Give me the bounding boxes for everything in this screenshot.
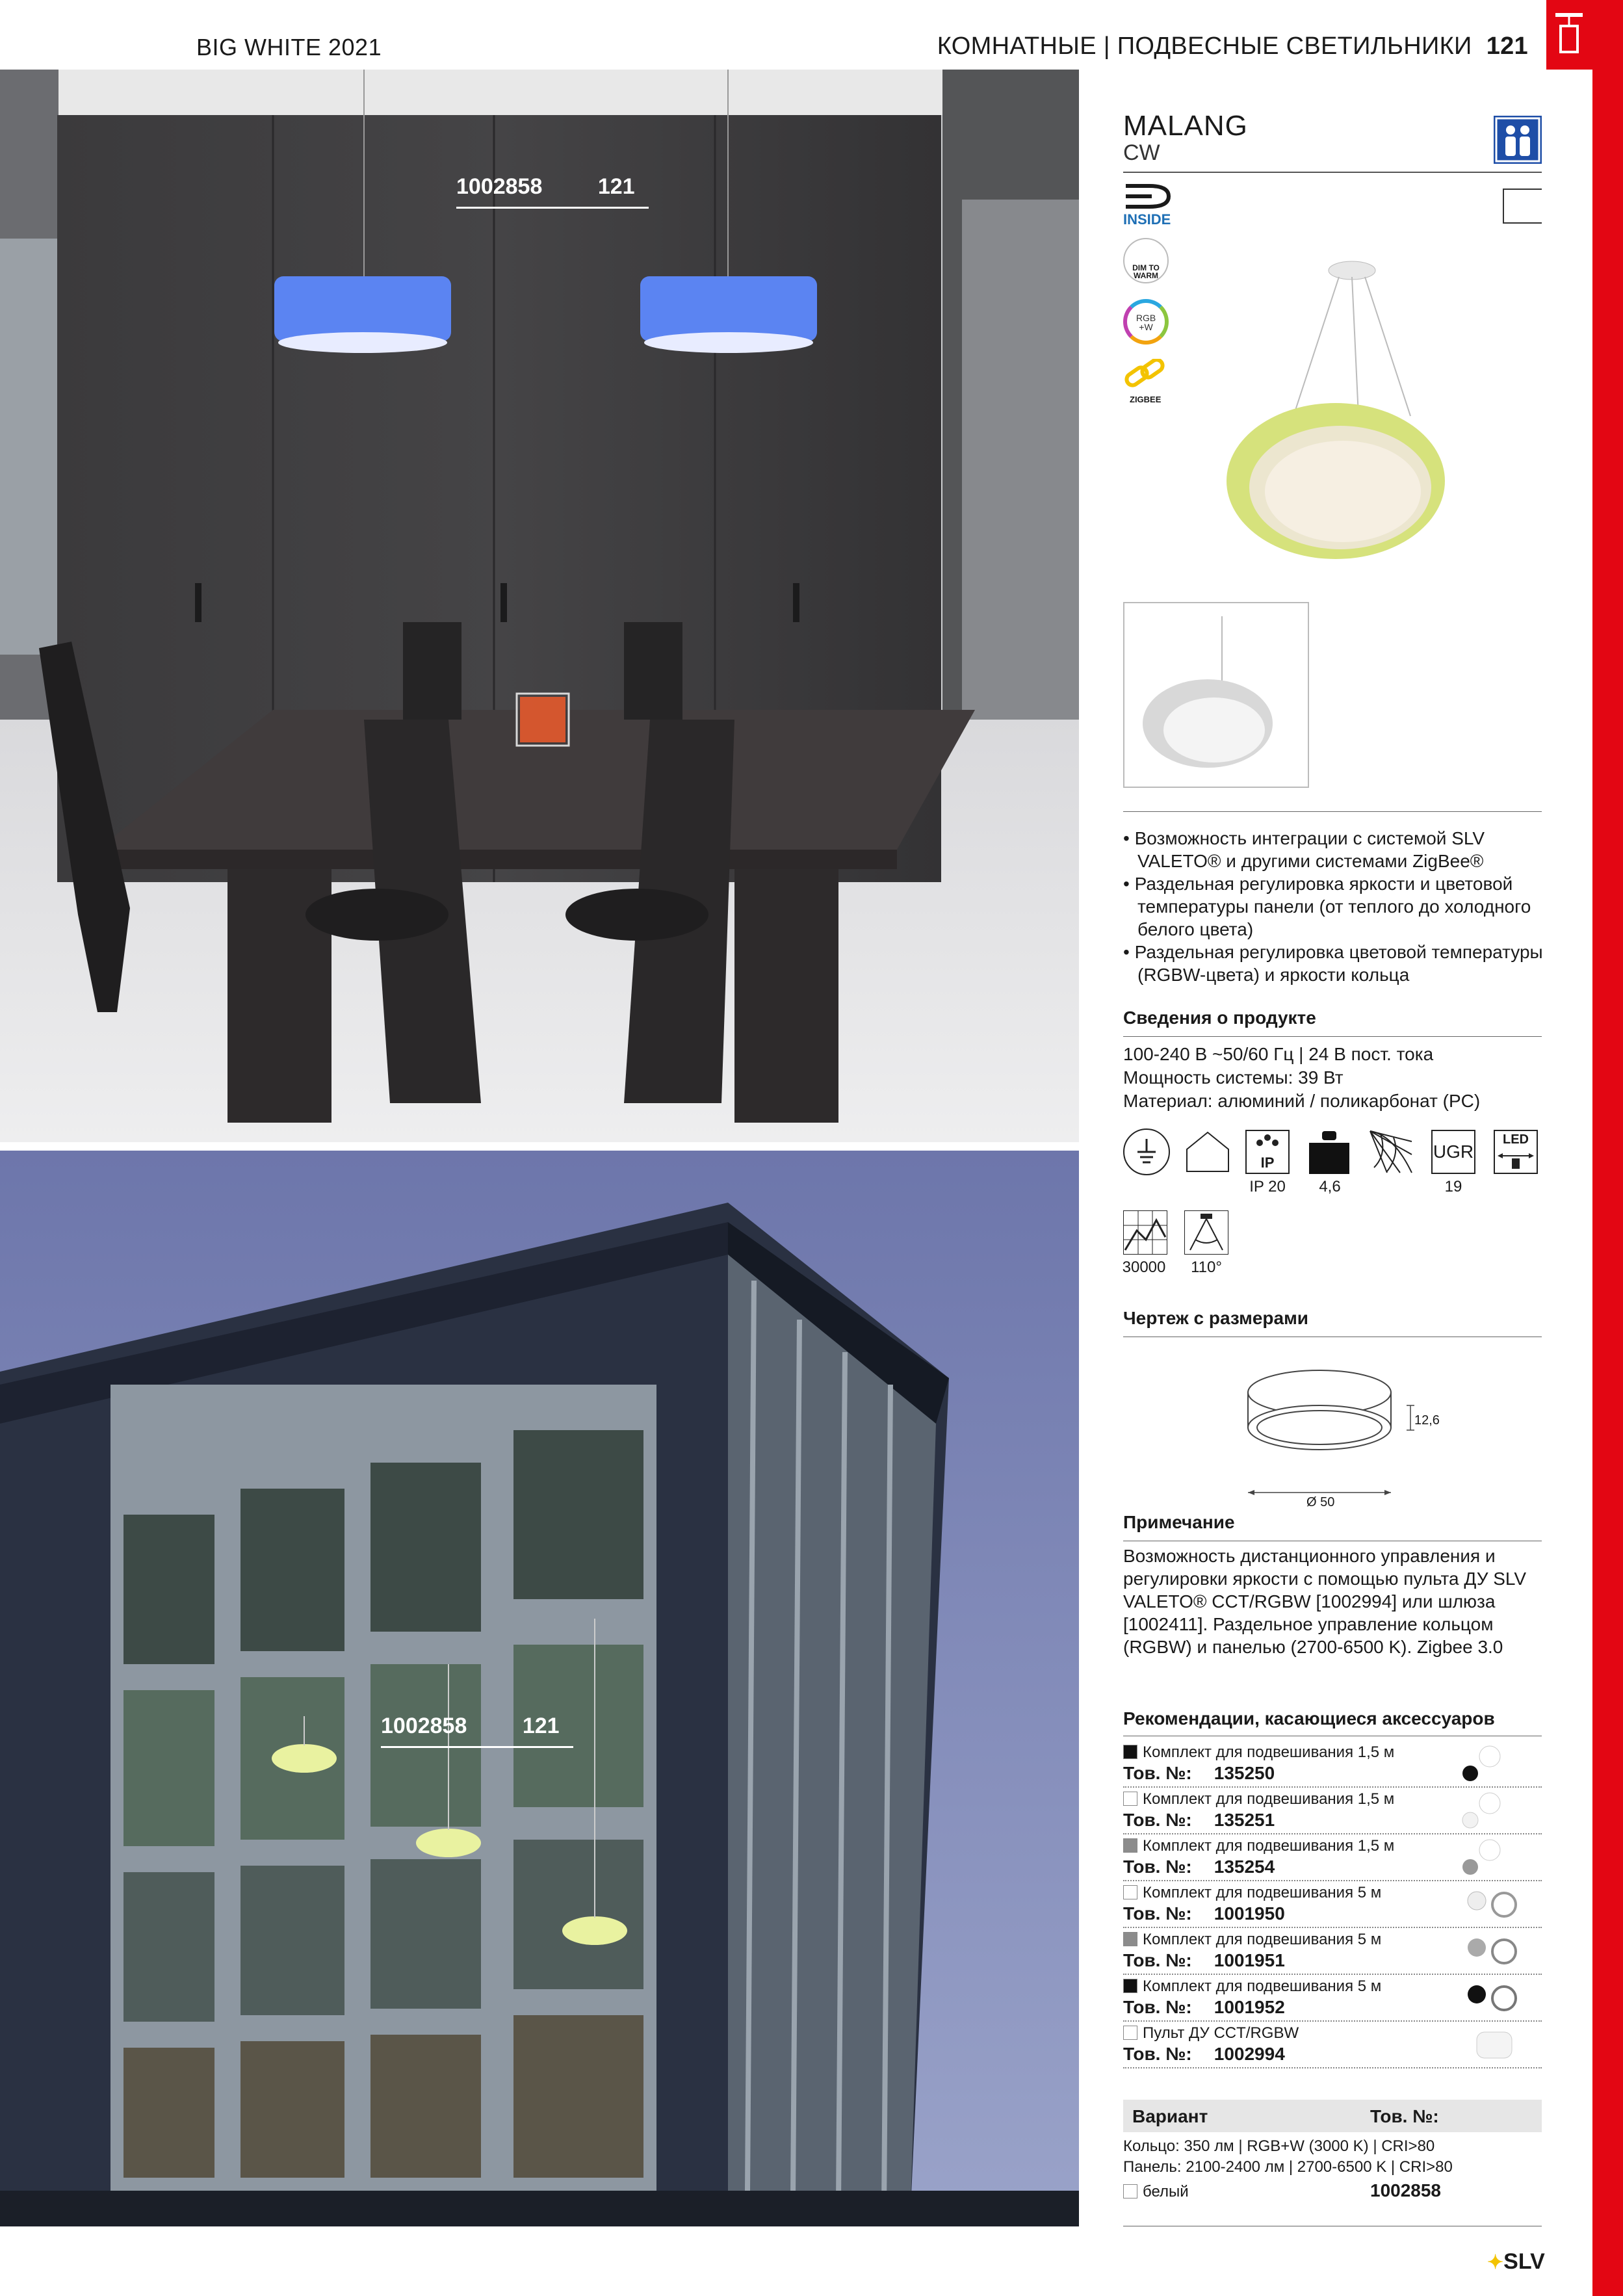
ip-text: IP	[1260, 1155, 1275, 1171]
feature-item: • Раздельная регулировка яркости и цветовой температуры панели (от теплого до холодного белого цвета)	[1123, 874, 1531, 939]
section-name: КОМНАТНЫЕ | ПОДВЕСНЫЕ СВЕТИЛЬНИКИ	[937, 33, 1472, 60]
accessory-row[interactable]	[1123, 1786, 1542, 1834]
accessory-row[interactable]	[1123, 1974, 1542, 2022]
led-inside-label: INSIDE	[1123, 211, 1171, 228]
pendant-lamp-icon	[1554, 12, 1584, 57]
features-rule	[1123, 811, 1542, 812]
color-swatch	[1123, 2026, 1137, 2040]
callout-article: 1002858	[456, 174, 543, 199]
color-swatch	[1123, 1979, 1137, 1993]
note-heading: Примечание	[1123, 1512, 1235, 1532]
ugr-text: UGR	[1431, 1130, 1475, 1174]
accessory-name: Комплект для подвешивания 5 м	[1143, 1977, 1382, 1995]
accessory-row[interactable]	[1123, 1880, 1542, 1928]
feature-item: • Возможность интеграции с системой SLV VALETO® и другими системами ZigBee®	[1123, 828, 1485, 871]
section-title	[937, 33, 1528, 60]
variant-article-number: 1002858	[1370, 2180, 1442, 2200]
ugr-icon	[1431, 1130, 1475, 1174]
suspension-kit-thumb-icon	[1457, 1745, 1529, 1784]
note-text: Возможность дистанционного управления и регулировки яркости с помощью пульта ДУ SLV VALETO® CCT/RGBW [1002994] или шлюза [1002411]. Раздельное управление кольцом (RGBW) и панелью (2700-6500 K). Zigbee 3.0	[1123, 1546, 1527, 1657]
photo1-callout[interactable]	[456, 174, 635, 200]
weight-value: 4,6	[1319, 1178, 1341, 1195]
color-swatch-placeholder	[1503, 189, 1542, 224]
accessory-no-label: Тов. №:	[1123, 1997, 1192, 2017]
accessory-name: Комплект для подвешивания 5 м	[1143, 1884, 1382, 1901]
lifetime-value: 30000	[1122, 1259, 1166, 1276]
spec-material: Материал: алюминий / поликарбонат (PC)	[1123, 1091, 1481, 1111]
brand-name: SLV	[1503, 2249, 1545, 2274]
cable-coil-thumb-icon	[1457, 1979, 1529, 2018]
variant-color: белый	[1143, 2183, 1189, 2200]
accessory-name: Пульт ДУ CCT/RGBW	[1143, 2024, 1299, 2042]
product-image-main	[1215, 254, 1449, 566]
accessory-number: 135250	[1214, 1763, 1275, 1783]
catalog-title: BIG WHITE 2021	[196, 34, 382, 60]
drawing-heading: Чертеж с размерами	[1123, 1308, 1309, 1328]
spec-power: Мощность системы: 39 Вт	[1123, 1067, 1344, 1088]
variant-table-header	[1123, 2100, 1542, 2132]
diameter-dimension: Ø 50	[1306, 1495, 1335, 1509]
pendant-category-tab[interactable]	[1546, 0, 1592, 70]
info-rule	[1123, 1036, 1542, 1037]
beam-angle-value: 110°	[1191, 1259, 1222, 1276]
rgbw-badge	[1123, 299, 1169, 345]
variant-panel-spec: Панель: 2100-2400 лм | 2700-6500 K | CRI>80	[1123, 2158, 1453, 2176]
callout-article: 1002858	[381, 1714, 467, 1738]
variant-ring-spec: Кольцо: 350 лм | RGB+W (3000 K) | CRI>80	[1123, 2137, 1435, 2155]
photo2-callout[interactable]	[381, 1714, 560, 1739]
accessory-no-label: Тов. №:	[1123, 1763, 1192, 1783]
color-swatch	[1123, 1932, 1137, 1946]
red-side-bar	[1592, 0, 1623, 2296]
remote-control-thumb-icon	[1457, 2026, 1529, 2065]
ip-value: IP 20	[1249, 1178, 1286, 1195]
product-info-heading: Сведения о продукте	[1123, 1008, 1316, 1028]
accessory-name: Комплект для подвешивания 1,5 м	[1143, 1837, 1395, 1855]
page-number: 121	[1486, 33, 1528, 60]
accessory-row[interactable]	[1123, 1740, 1542, 1788]
color-swatch	[1123, 1792, 1137, 1806]
product-image-thumbnail[interactable]	[1123, 602, 1309, 788]
variant-row[interactable]	[1123, 2183, 1189, 2201]
sparkle-icon: ✦	[1487, 2252, 1504, 2273]
accessory-number: 135254	[1214, 1857, 1275, 1877]
product-info-lines	[1123, 1043, 1480, 1113]
product-name: MALANG	[1123, 110, 1248, 142]
zigbee-badge	[1122, 359, 1171, 404]
accessory-no-label: Тов. №:	[1123, 1950, 1192, 1970]
article-col-label: Тов. №:	[1370, 2106, 1439, 2126]
cable-coil-thumb-icon	[1457, 1932, 1529, 1971]
color-swatch	[1123, 2184, 1137, 2198]
protection-class-icon	[1123, 1128, 1170, 1175]
ip-rating-icon	[1245, 1130, 1290, 1174]
accessory-number: 135251	[1214, 1810, 1275, 1830]
accessory-name: Комплект для подвешивания 5 м	[1143, 1931, 1382, 1948]
led-text: LED	[1503, 1132, 1529, 1147]
accessory-row[interactable]	[1123, 2020, 1542, 2068]
rgbw-label: RGB +W	[1136, 313, 1156, 332]
variant-col-label: Вариант	[1132, 2106, 1208, 2126]
color-swatch	[1123, 1745, 1137, 1759]
accessory-no-label: Тов. №:	[1123, 1903, 1192, 1924]
title-rule	[1123, 172, 1542, 173]
color-swatch	[1123, 1838, 1137, 1853]
height-dimension: 12,6	[1414, 1413, 1440, 1428]
accessory-name: Комплект для подвешивания 1,5 м	[1143, 1790, 1395, 1808]
zigbee-link-icon	[1122, 359, 1171, 395]
callout-page: 121	[522, 1714, 560, 1738]
suspension-kit-thumb-icon	[1457, 1838, 1529, 1877]
photo-building-facade	[0, 1151, 1079, 2226]
photo-dining-room	[0, 70, 1079, 1142]
suspension-kit-thumb-icon	[1457, 1792, 1529, 1831]
accessory-no-label: Тов. №:	[1123, 1857, 1192, 1877]
led-replaceable-icon	[1494, 1130, 1538, 1174]
led-icon	[1123, 183, 1175, 209]
accessory-no-label: Тов. №:	[1123, 2044, 1192, 2064]
accessory-number: 1001952	[1214, 1997, 1285, 2017]
product-variant: CW	[1123, 140, 1160, 165]
weight-icon	[1306, 1130, 1352, 1175]
spec-voltage: 100-240 В ~50/60 Гц | 24 В пост. тока	[1123, 1044, 1434, 1064]
color-swatch	[1123, 1885, 1137, 1899]
callout-page: 121	[597, 174, 635, 199]
accessory-row[interactable]	[1123, 1833, 1542, 1881]
beam-angle-icon	[1184, 1210, 1228, 1255]
accessory-number: 1002994	[1214, 2044, 1285, 2064]
dim-to-warm-badge	[1123, 238, 1169, 283]
lifetime-icon	[1123, 1210, 1167, 1255]
dim-to-warm-label: DIM TO WARM	[1132, 263, 1160, 280]
accessory-no-label: Тов. №:	[1123, 1810, 1192, 1830]
dimension-drawing	[1235, 1365, 1430, 1508]
cable-coil-thumb-icon	[1457, 1885, 1529, 1924]
accessories-heading: Рекомендации, касающиеся аксессуаров	[1123, 1708, 1495, 1729]
photo1-callout-underline	[456, 207, 649, 209]
feature-item: • Раздельная регулировка цветовой температуры (RGBW-цвета) и яркости кольца	[1123, 942, 1543, 985]
beam-pattern-icon	[1368, 1128, 1414, 1179]
accessory-row[interactable]	[1123, 1927, 1542, 1975]
accessory-number: 1001950	[1214, 1903, 1285, 1924]
accessory-number: 1001951	[1214, 1950, 1285, 1970]
accessory-name: Комплект для подвешивания 1,5 м	[1143, 1743, 1395, 1761]
indoor-family-icon	[1494, 116, 1542, 164]
zigbee-label: ZIGBEE	[1130, 395, 1162, 404]
feature-list	[1123, 827, 1546, 986]
indoor-mount-icon	[1184, 1130, 1231, 1177]
photo2-callout-underline	[381, 1746, 573, 1748]
ugr-value: 19	[1444, 1178, 1462, 1195]
brand-logo	[1487, 2249, 1545, 2275]
led-inside-badge	[1123, 183, 1175, 228]
